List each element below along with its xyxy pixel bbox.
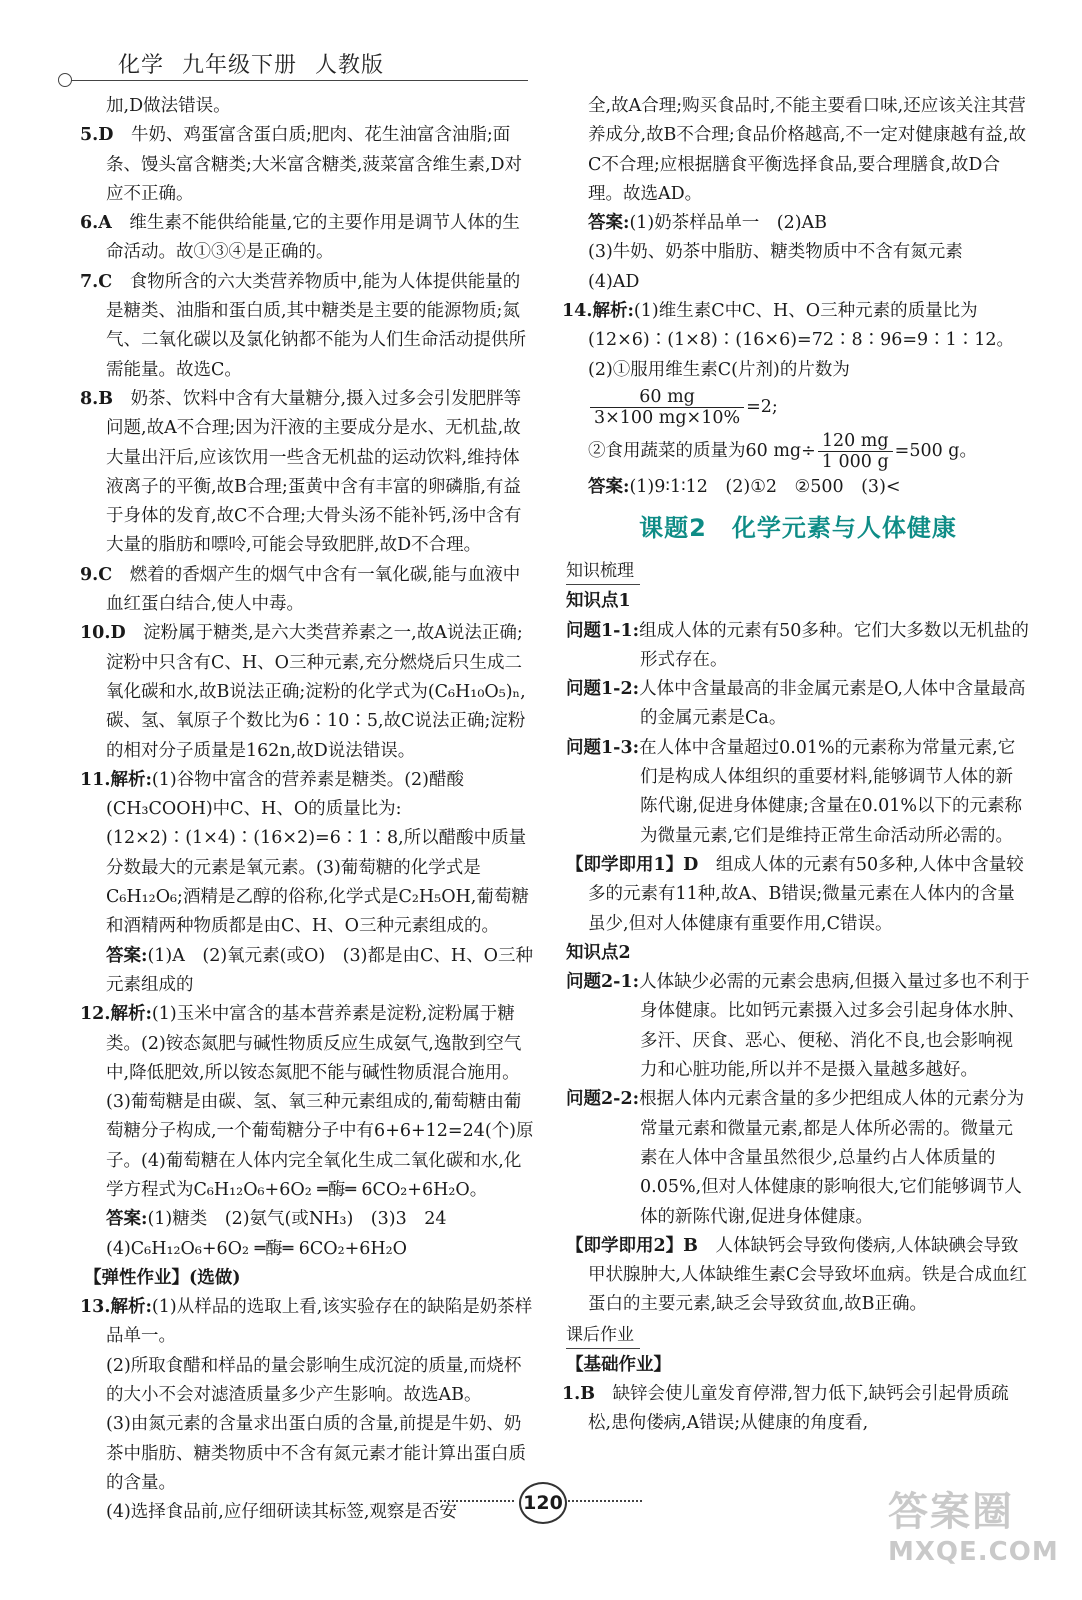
header-grade: 九年级下册 <box>182 53 298 78</box>
answer-item-6: 6.A 维生素不能供给能量,它的主要作用是调节人体的生命活动。故①③④是正确的。 <box>80 213 520 263</box>
watermark-url: MXQE.COM <box>888 1537 1059 1567</box>
answer-12-final-2: (4)C₆H₁₂O₆+6O₂ ═酶═ 6CO₂+6H₂O <box>106 1238 408 1259</box>
elastic-homework-heading: 【弹性作业】(选做) <box>84 1267 241 1288</box>
question-2-1: 问题2-1:人体缺少必需的元素会患病,但摄入量过多也不利于身体健康。比如钙元素摄入过多会引起身体水肿、多汗、厌食、恶心、便秘、消化不良,也会影响视力和心脏功能,所以并不是摄入量越多越好。 <box>566 972 1030 1081</box>
answer-item-5: 5.D 牛奶、鸡蛋富含蛋白质;肥肉、花生油富含油脂;面条、馒头富含糖类;大米富含糖类,菠菜富含维生素,D对应不正确。 <box>80 125 523 204</box>
answer-item-7: 7.C 食物所含的六大类营养物质中,能为人体提供能量的是糖类、油脂和蛋白质,其中糖类是主要的能源物质;氮气、二氧化碳以及氯化钠都不能为人们生命活动提供所需能量。故选C。 <box>80 271 526 380</box>
running-header <box>118 48 402 79</box>
answer-13-part3: (3)由氮元素的含量求出蛋白质的含量,前提是牛奶、奶茶中脂肪、糖类物质中不含有氮元素才能计算出蛋白质的含量。 <box>106 1414 526 1493</box>
watermark-text: 答案圈 <box>888 1489 1014 1535</box>
knowledge-point-1: 知识点1 <box>566 591 631 612</box>
footer-dots-right <box>568 1500 642 1502</box>
answer-13-final-2: (3)牛奶、奶茶中脂肪、糖类物质中不含有氮元素 (4)AD <box>588 242 981 292</box>
header-subject: 化学 <box>118 53 165 78</box>
question-2-2: 问题2-2:根据人体内元素含量的多少把组成人体的元素分为常量元素和微量元素,都是人体所必需的。微量元素在人体中含量虽然很少,总量约占人体质量的0.05%,但对人体健康的影响很大,它们能够调节人体的新陈代谢,促进身体健康。 <box>566 1089 1025 1227</box>
watermark-logo <box>888 1480 1068 1588</box>
answer-item-8: 8.B 奶茶、饮料中含有大量糖分,摄入过多会引发肥胖等问题,故A不合理;因为汗液的主要成分是水、无机盐,故大量出汗后,应该饮用一些含无机盐的运动饮料,维持体液离子的平衡,故B合理;蛋黄中含有丰富的卵磷脂,有益于身体的发育,故C不合理;大骨头汤不能补钙,汤中含有大量的脂肪和嘌呤,可能会导致肥胖,故D不合理。 <box>80 388 522 556</box>
right-column <box>562 92 1030 1439</box>
left-column <box>80 92 536 1528</box>
fraction-vegetable: $\frac{120 mg}{1 000 g}$ <box>818 431 893 472</box>
answer-13-part2: (2)所取食醋和样品的量会影响生成沉淀的质量,而烧杯的大小不会对滤渣质量多少产生影响。故选AB。 <box>106 1355 522 1406</box>
answer-item-14: 14.解析:(1)维生素C中C、H、O三种元素的质量比为(12×6)∶(1×8)∶(16×6)=72∶8∶96=9∶1∶12。 <box>562 301 1015 351</box>
header-circle-ornament <box>58 73 72 87</box>
section-title: 课题2 化学元素与人体健康 <box>639 514 957 543</box>
answer-12-final: 答案:(1)糖类 (2)氨气(或NH₃) (3)3 24 <box>106 1209 447 1230</box>
answer-item-12: 12.解析:(1)玉米中富含的基本营养素是淀粉,淀粉属于糖类。(2)铵态氮肥与碱性物质反应生成氨气,逸散到空气中,降低肥效,所以铵态氮肥不能与碱性物质混合施用。(3)葡萄糖是由碳、氢、氧三种元素组成的,葡萄糖由葡萄糖分子构成,一个葡萄糖分子中有6+6+12=24(个)原子。(4)葡萄糖在人体内完全氧化生成二氧化碳和水,化学方程式为C₆H₁₂O₆+6O₂ ═酶═ 6CO₂+6H₂O。 <box>80 1004 534 1200</box>
answer-item-10: 10.D 淀粉属于糖类,是六大类营养素之一,故A说法正确;淀粉中只含有C、H、O三种元素,充分燃烧后只生成二氧化碳和水,故B说法正确;淀粉的化学式为(C₆H₁₀O₅)ₙ,碳、氢、氧原子个数比为6∶10∶5,故C说法正确;淀粉的相对分子质量是162n,故D说法错误。 <box>80 623 526 761</box>
basic-homework-heading: 【基础作业】 <box>566 1354 671 1375</box>
fraction-line-2: ②食用蔬菜的质量为60 mg÷ $\frac{120 mg}{1 000 g}$ =500 g。 <box>588 430 978 472</box>
answer-13-final: 答案:(1)奶茶样品单一 (2)AB <box>588 213 828 234</box>
answer-14-final: 答案:(1)9∶1∶12 (2)①2 ②500 (3)< <box>588 476 901 497</box>
footer-dots-left <box>440 1500 514 1502</box>
question-1-1: 问题1-1:组成人体的元素有50多种。它们大多数以无机盐的形式存在。 <box>566 620 1029 670</box>
text-line: 加,D做法错误。 <box>106 96 231 116</box>
tag-after-class: 课后作业 <box>566 1322 640 1349</box>
answer-14-part2: (2)①服用维生素C(片剂)的片数为 <box>588 359 850 380</box>
answer-item-13: 13.解析:(1)从样品的选取上看,该实验存在的缺陷是奶茶样品单一。 <box>80 1297 533 1347</box>
tag-knowledge-review: 知识梳理 <box>566 558 640 585</box>
header-rule <box>68 80 528 81</box>
header-edition: 人教版 <box>315 53 385 78</box>
quick-use-1: 【即学即用1】D 组成人体的元素有50多种,人体中含量较多的元素有11种,故A、B错误;微量元素在人体内的含量虽少,但对人体健康有重要作用,C错误。 <box>566 854 1024 934</box>
basic-item-1: 1.B 缺锌会使儿童发育停滞,智力低下,缺钙会引起骨质疏松,患佝偻病,A错误;从健康的角度看, <box>562 1383 1009 1434</box>
fraction-line-1: $\frac{60 mg}{3\times 100 mg\times 10\%}$ =2; <box>566 385 1030 429</box>
answer-item-11: 11.解析:(1)谷物中富含的营养素是糖类。(2)醋酸(CH₃COOH)中C、H、O的质量比为:(12×2)∶(1×4)∶(16×2)=6∶1∶8,所以醋酸中质量分数最大的元素是氧元素。(3)葡萄糖的化学式是C₆H₁₂O₆;酒精是乙醇的俗称,化学式是C₂H₅OH,葡萄糖和酒精两种物质都是由C、H、O三种元素组成的。 <box>80 769 529 937</box>
answer-item-9: 9.C 燃着的香烟产生的烟气中含有一氧化碳,能与血液中血红蛋白结合,使人中毒。 <box>80 564 521 615</box>
question-1-2: 问题1-2:人体中含量最高的非金属元素是O,人体中含量最高的金属元素是Ca。 <box>566 679 1026 729</box>
knowledge-point-2: 知识点2 <box>566 942 631 963</box>
page-number: 120 <box>519 1482 567 1524</box>
fraction-tablets: $\frac{60 mg}{3\times 100 mg\times 10\%}$ <box>590 387 744 428</box>
question-1-3: 问题1-3:在人体中含量超过0.01%的元素称为常量元素,它们是构成人体组织的重要材料,能够调节人体的新陈代谢,促进身体健康;含量在0.01%以下的元素称为微量元素,它们是维持正常生命活动所必需的。 <box>566 737 1023 846</box>
quick-use-2: 【即学即用2】B 人体缺钙会导致佝偻病,人体缺碘会导致甲状腺肿大,人体缺维生素C会导致坏血病。铁是合成血红蛋白的主要元素,缺乏会导致贫血,故B正确。 <box>566 1235 1027 1315</box>
answer-11-final: 答案:(1)A (2)氧元素(或O) (3)都是由C、H、O三种元素组成的 <box>106 945 533 995</box>
answer-13-continued: 全,故A合理;购买食品时,不能主要看口味,还应该关注其营养成分,故B不合理;食品价格越高,不一定对健康越有益,故C不合理;应根据膳食平衡选择食品,要合理膳食,故D合理。故选AD。 <box>588 96 1026 204</box>
answer-13-part4: (4)选择食品前,应仔细研读其标签,观察是否安 <box>106 1502 457 1523</box>
